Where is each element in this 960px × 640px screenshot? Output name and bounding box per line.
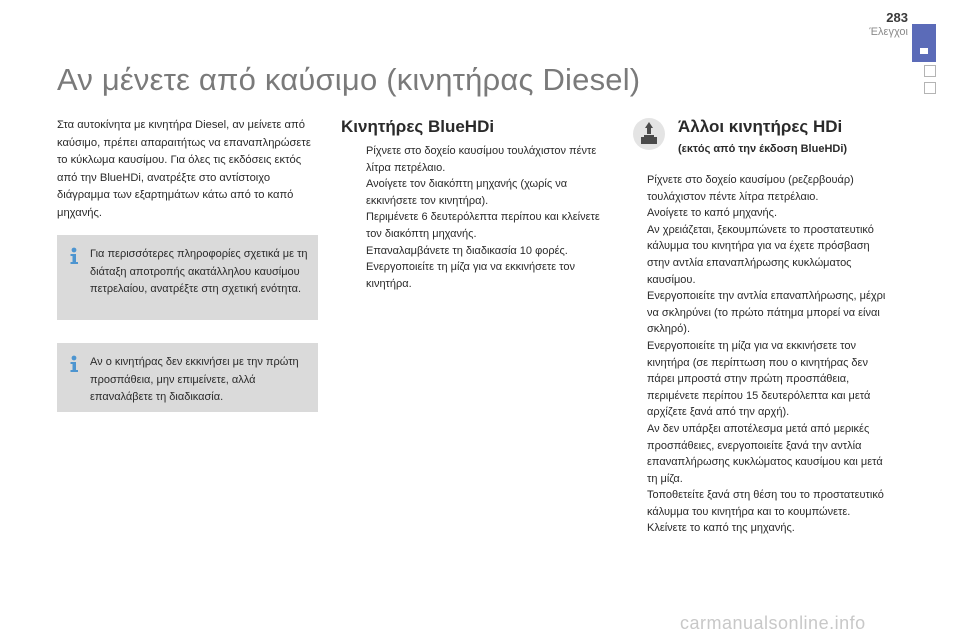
list-item [341,259,609,292]
section-name: Έλεγχοι [869,26,908,38]
step-text: Ενεργοποιείτε τη μίζα για να εκκινήσετε τον κινητήρα. [366,261,575,290]
step-text: Ανοίγετε τον διακόπτη μηχανής (χωρίς να εκκινήσετε τον κινητήρα). [366,178,568,207]
other-hdi-steps [622,172,892,537]
list-item [341,243,609,260]
step-text: Ενεργοποιείτε τη μίζα για να εκκινήσετε τον κινητήρα (σε περίπτωση που ο κινητήρας δεν πάρει μπροστά στην πρώτη προσπάθεια, περιμένετε περίπου 15 δευτερόλεπτα και μετά αρχίζετε ξανά από την αρχή). [647,339,871,419]
step-text: Ρίχνετε στο δοχείο καυσίμου (ρεζερβουάρ) τουλάχιστον πέντε λίτρα πετρέλαιο. [647,174,854,203]
list-item [622,172,892,205]
page-title: Αν μένετε από καύσιμο (κινητήρας Diesel) [57,62,641,97]
other-hdi-heading: Άλλοι κινητήρες HDi [678,117,843,136]
list-item [622,288,892,338]
step-text: Επαναλαμβάνετε τη διαδικασία 10 φορές. [366,244,568,257]
intro-paragraph: Στα αυτοκίνητα με κινητήρα Diesel, αν μείνετε από καύσιμο, πρέπει απαραιτήτως να επαναπληρώσετε το κύκλωμα καυσίμου. Για όλες τις εκδόσεις εκτός από την BlueHDi, ανατρέξτε στο αντίστοιχο διάγραμμα των εξαρτημάτων κάτω από το καπό μηχανής. [57,119,311,219]
list-item [622,205,892,222]
list-item [622,338,892,421]
step-text: Ενεργοποιείτε την αντλία επαναπλήρωσης, μέχρι να σκληρύνει (το πρώτο πάτημα μπορεί να είναι σκληρό). [647,290,886,336]
section-tab[interactable] [924,65,936,77]
other-hdi-subtitle: (εκτός από την έκδοση BlueHDi) [678,143,848,155]
list-item [341,209,609,242]
info-note-text: Αν ο κινητήρας δεν εκκινήσει με την πρώτη προσπάθεια, μην επιμείνετε, αλλά επαναλάβετε τη διαδικασία. [90,356,299,403]
list-item [622,487,892,520]
list-item [622,520,892,537]
info-note-text: Για περισσότερες πληροφορίες σχετικά με τη διάταξη αποτροπής ακατάλληλου καυσίμου πετρελαίου, ανατρέξτε στη σχετική ενότητα. [90,248,308,295]
list-item [622,421,892,487]
step-text: Ανοίγετε το καπό μηχανής. [647,207,778,220]
fuel-pump-icon [632,117,666,151]
list-item [622,222,892,288]
step-text: Περιμένετε 6 δευτερόλεπτα περίπου και κλείνετε τον διακόπτη μηχανής. [366,211,600,240]
list-item [341,143,609,176]
info-note [57,343,318,412]
step-text: Κλείνετε το καπό της μηχανής. [647,522,795,535]
section-tab[interactable] [924,82,936,94]
list-item [341,176,609,209]
info-icon [67,355,81,373]
step-text: Τοποθετείτε ξανά στη θέση του το προστατευτικό κάλυμμα του κινητήρα και το κουμπώνετε. [647,489,884,518]
step-text: Αν χρειάζεται, ξεκουμπώνετε το προστατευτικό κάλυμμα του κινητήρα για να έχετε πρόσβαση στην αντλία επαναπλήρωσης κυκλώματος καυσίμου. [647,223,874,286]
info-icon [67,247,81,265]
watermark: carmanualsonline.info [680,613,866,633]
info-note [57,235,318,320]
page-number: 283 [886,10,908,25]
step-text: Αν δεν υπάρξει αποτέλεσμα μετά από μερικές προσπάθειες, ενεργοποιείτε ξανά την αντλία επαναπλήρωσης κυκλώματος καυσίμου και μετά τη μίζα. [647,422,883,485]
active-section-tab[interactable] [912,24,936,62]
bluehdi-steps [341,143,609,292]
bluehdi-heading: Κινητήρες BlueHDi [341,117,495,136]
step-text: Ρίχνετε στο δοχείο καυσίμου τουλάχιστον πέντε λίτρα πετρέλαιο. [366,145,597,174]
